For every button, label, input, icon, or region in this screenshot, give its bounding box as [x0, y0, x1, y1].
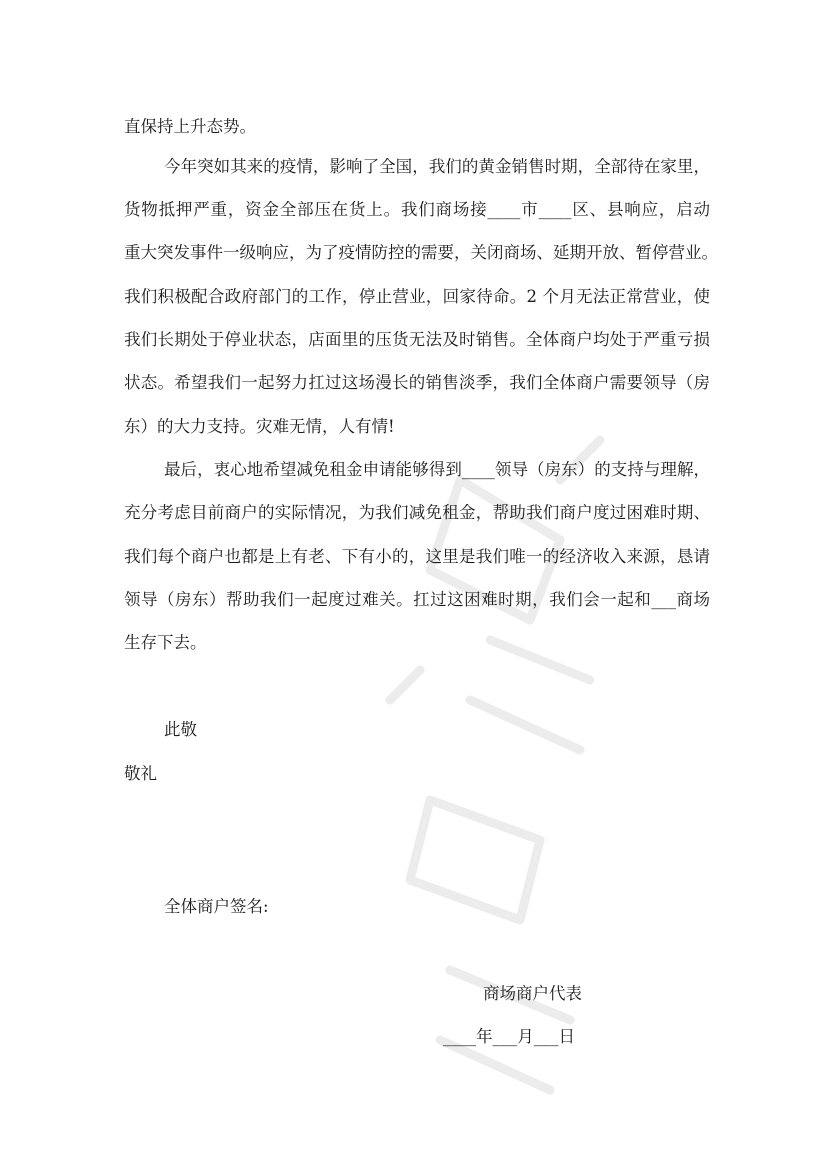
body-line-1: 直保持上升态势。: [124, 117, 256, 136]
body-line-10: 充分考虑目前商户的实际情况，为我们减免租金，帮助我们商户度过困难时期、: [124, 503, 710, 522]
closing-text: 此敬: [164, 720, 197, 739]
body-line-11: 我们每个商户也都是上有老、下有小的，这里是我们唯一的经济收入来源，恳请: [124, 547, 710, 566]
representative-label: 商场商户代表: [483, 984, 582, 1003]
body-line-9: 最后，衷心地希望减免租金申请能够得到____领导（房东）的支持与理解，: [164, 460, 710, 479]
watermark-logo: [300, 320, 680, 1140]
body-line-3: 货物抵押严重，资金全部压在货上。我们商场接____市____区、县响应，启动: [124, 200, 710, 219]
body-line-12: 领导（房东）帮助我们一起度过难关。扛过这困难时期，我们会一起和___商场: [124, 590, 710, 609]
date-line: ____年___月___日: [443, 1027, 575, 1046]
body-line-7: 状态。希望我们一起努力扛过这场漫长的销售淡季，我们全体商户需要领导（房: [124, 373, 710, 392]
signature-label: 全体商户签名:: [164, 897, 269, 916]
body-line-6: 我们长期处于停业状态，店面里的压货无法及时销售。全体商户均处于严重亏损: [124, 330, 710, 349]
body-line-4: 重大突发事件一级响应，为了疫情防控的需要，关闭商场、延期开放、暂停营业。: [124, 243, 718, 262]
salutation-text: 敬礼: [124, 764, 157, 783]
body-line-8: 东）的大力支持。灾难无情，人有情!: [124, 417, 395, 436]
body-line-13: 生存下去。: [124, 633, 207, 652]
body-line-2: 今年突如其来的疫情，影响了全国，我们的黄金销售时期，全部待在家里，: [164, 157, 710, 176]
body-line-5: 我们积极配合政府部门的工作，停止营业，回家待命。2 个月无法正常营业，使: [124, 287, 710, 306]
